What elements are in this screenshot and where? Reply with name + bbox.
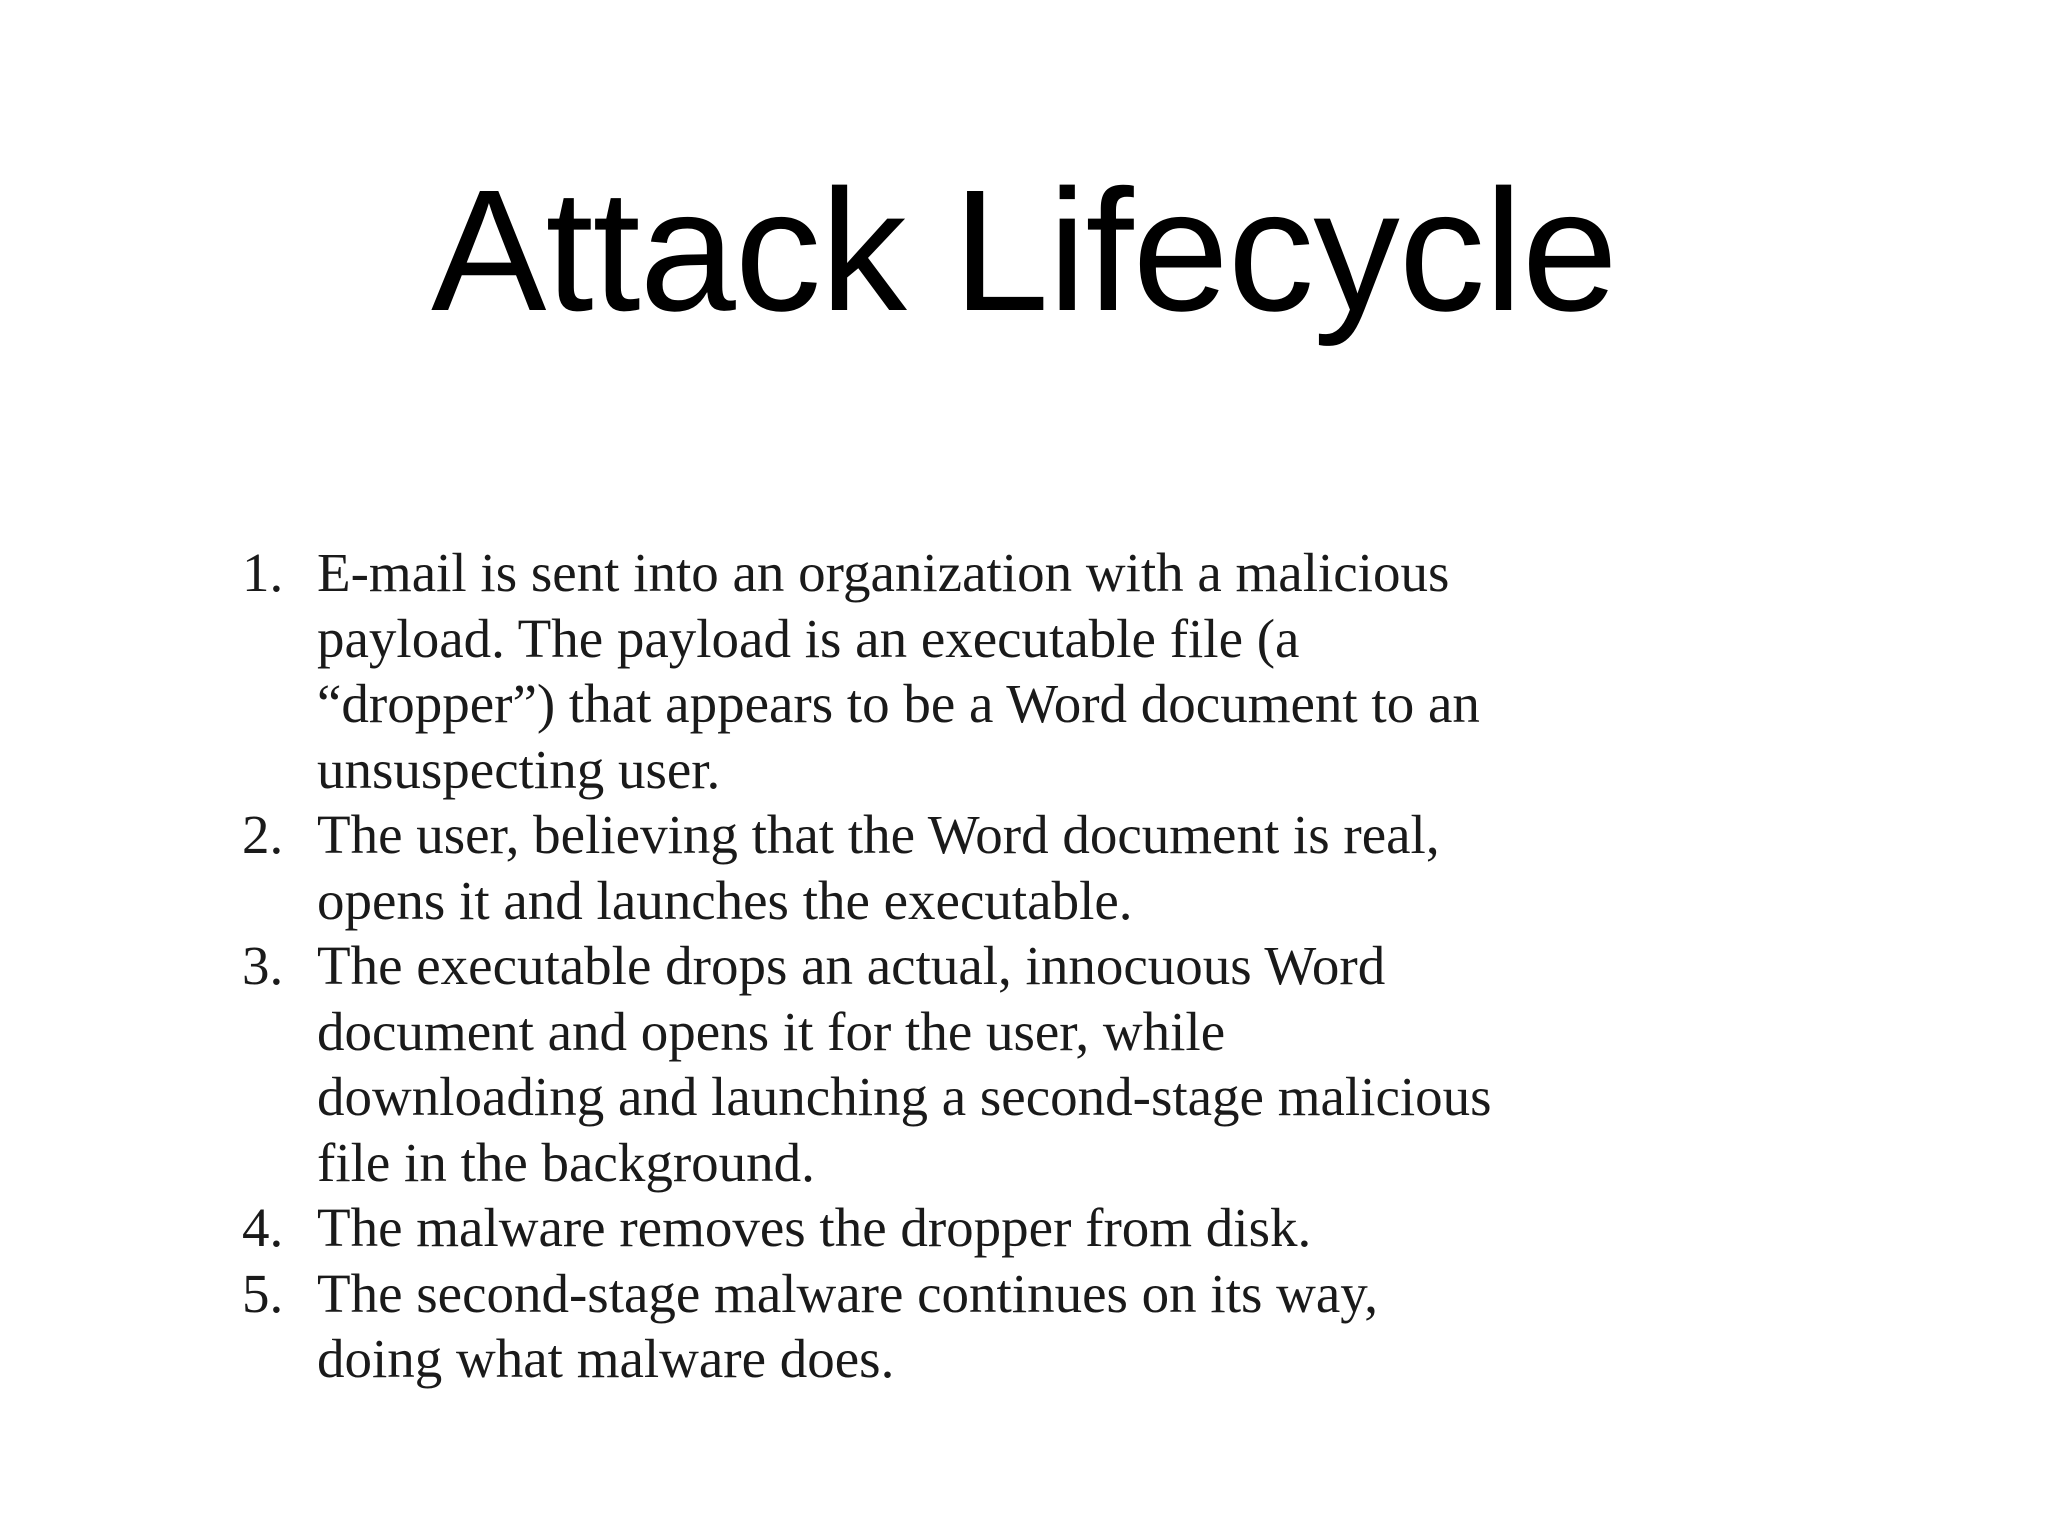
list-item: [242, 540, 1722, 802]
list-item-number: 3.: [242, 935, 284, 996]
list-item-text: unsuspecting user.: [317, 738, 721, 800]
slide-title: Attack Lifecycle: [431, 153, 1617, 347]
list-item-text: The second-stage malware continues on its way,: [317, 1262, 1378, 1324]
list-item-text: “dropper”) that appears to be a Word document to an: [317, 673, 1480, 734]
list-item-text: doing what malware does.: [317, 1328, 895, 1389]
list-item-text: opens it and launches the executable.: [317, 869, 1133, 931]
list-item-text: document and opens it for the user, while: [317, 1000, 1226, 1062]
list-item: [242, 802, 1722, 933]
list-item-text: The malware removes the dropper from disk.: [317, 1197, 1312, 1258]
list-item-text: payload. The payload is an executable file (a: [317, 607, 1300, 669]
list-item-text: E-mail is sent into an organization with a malicious: [317, 542, 1450, 603]
list-item-number: 2.: [242, 804, 284, 865]
list-item-text: The executable drops an actual, innocuous Word: [317, 935, 1386, 996]
list-item: [242, 933, 1722, 1195]
list-item-text: downloading and launching a second-stage malicious: [317, 1066, 1492, 1127]
list-item-text: file in the background.: [317, 1131, 815, 1193]
list-item: [242, 1195, 1722, 1261]
list-item-number: 4.: [242, 1197, 284, 1258]
list-item-number: 5.: [242, 1262, 284, 1324]
list-item: [242, 1261, 1722, 1392]
list-item-number: 1.: [242, 542, 284, 603]
list-item-text: The user, believing that the Word document is real,: [317, 804, 1440, 865]
attack-steps-list: [242, 540, 1722, 1392]
